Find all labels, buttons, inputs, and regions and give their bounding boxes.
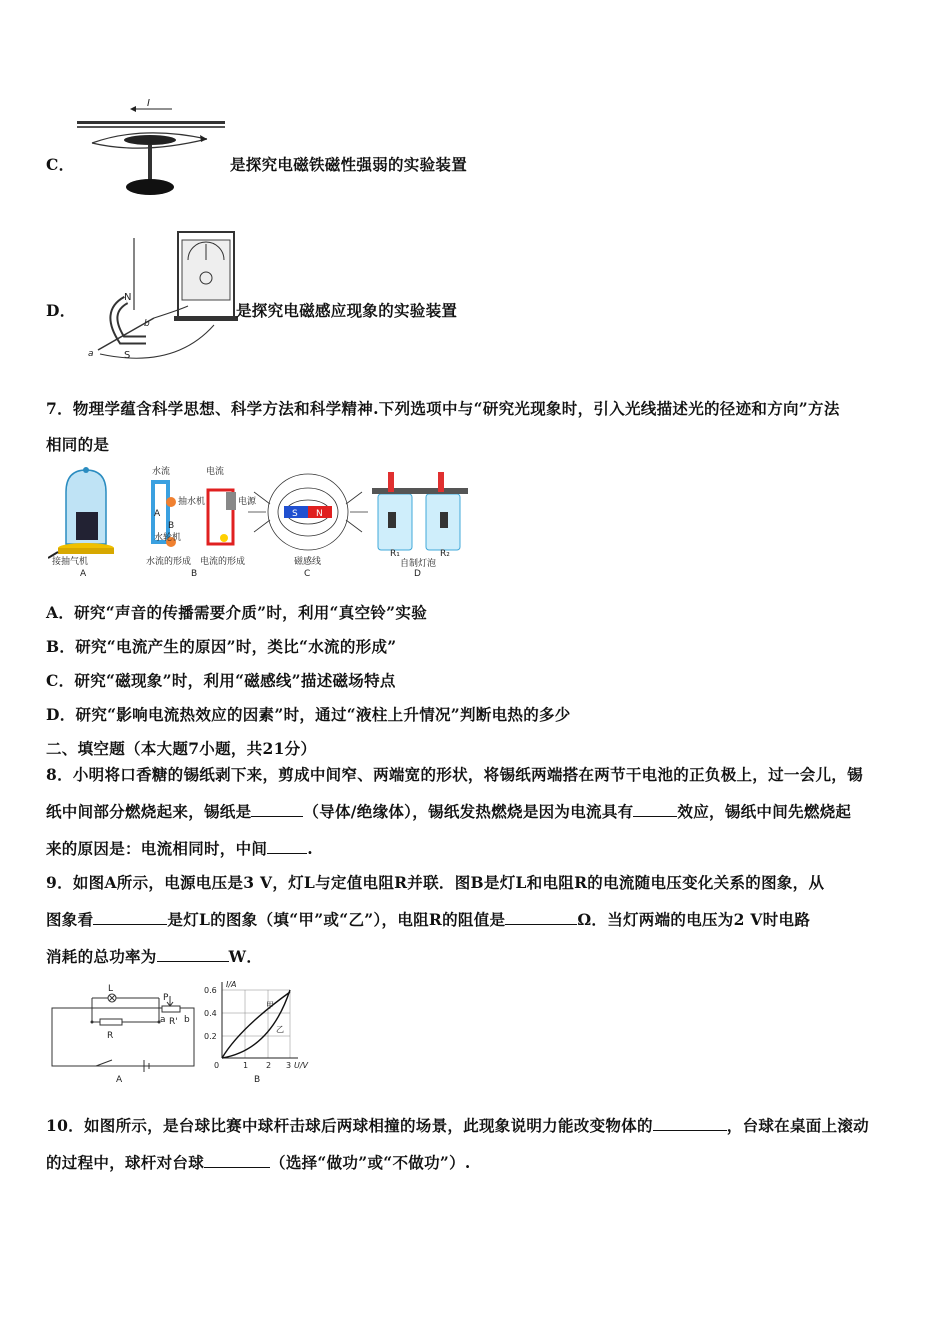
homemade-lamps: [372, 472, 468, 550]
fig-b-point-a: A: [154, 509, 161, 519]
q8-blank-3[interactable]: [267, 839, 307, 854]
graph-ytick-0: 0.6: [204, 986, 217, 995]
figure-b-caption: B: [254, 1075, 261, 1085]
lamp-label: L: [108, 984, 114, 994]
rheostat-a-label: a: [160, 1015, 166, 1025]
fig-b-letter: B: [191, 569, 198, 579]
q9-line3-a: 消耗的总功率为: [46, 947, 157, 966]
option-d-text: 是探究电磁感应现象的实验装置: [236, 301, 458, 320]
fig-b-power: 电源: [238, 497, 257, 507]
section-2-title: 二、填空题（本大题7小题，共21分）: [46, 739, 317, 758]
figure-a-caption: A: [116, 1075, 123, 1085]
magnet-s-label: S: [124, 350, 131, 361]
q7-method-figure: [48, 462, 488, 580]
q7-option-d: D．研究“影响电流热效应的因素”时，通过“液柱上升情况”判断电热的多少: [46, 705, 571, 724]
q7-option-a: A．研究“声音的传播需要介质”时，利用“真空铃”实验: [46, 603, 427, 622]
q10-line1-b: ，台球在桌面上滚动: [726, 1116, 869, 1135]
q8-line2-c: 效应，锡纸中间先燃烧起: [677, 802, 852, 821]
vacuum-bell-illustration: [48, 467, 114, 558]
fig-d-letter: D: [414, 569, 421, 579]
fig-b-cap-water: 水流的形成: [146, 557, 192, 567]
fig-a-letter: A: [80, 569, 87, 579]
q8-line3-a: 来的原因是：电流相同时，中间: [46, 839, 268, 858]
q10-line2: [46, 1151, 471, 1173]
fig-d-r2: R₂: [440, 549, 450, 559]
fig-b-pump: 抽水机: [178, 497, 206, 507]
q8-blank-2[interactable]: [633, 802, 677, 817]
q10-line1-a: 10．如图所示，是台球比赛中球杆击球后两球相撞的场景，此现象说明力能改变物体的: [46, 1116, 653, 1135]
q7-stem-line2: 相同的是: [46, 435, 110, 454]
curve-jia-label: 甲: [266, 1001, 274, 1010]
q7-option-c: C．研究“磁现象”时，利用“磁感线”描述磁场特点: [46, 671, 396, 690]
wire-b-label: b: [144, 319, 150, 329]
q9-blank-3[interactable]: [157, 947, 229, 962]
q8-blank-1[interactable]: [251, 802, 303, 817]
fig-b-current: 电流: [206, 467, 225, 477]
q10-line2-a: 的过程中，球杆对台球: [46, 1153, 205, 1172]
wire-a-label: a: [88, 349, 94, 359]
fig-d-caption: 自制灯泡: [400, 559, 437, 569]
electromagnet-apparatus-figure: [72, 95, 232, 205]
q8-line2-a: 纸中间部分燃烧起来，锡纸是: [46, 802, 252, 821]
q10-line2-b: （选择“做功”或“不做功”）.: [270, 1153, 471, 1172]
fig-c-n: N: [316, 509, 323, 519]
rheostat-b-label: b: [184, 1015, 190, 1025]
q8-line1: 8．小明将口香糖的锡纸剥下来，剪成中间窄、两端宽的形状，将锡纸两端搭在两节干电池的正负极上，过一会儿，锡: [46, 765, 863, 784]
q9-circuit-figure-a: [44, 982, 204, 1087]
fig-b-cap-current: 电流的形成: [200, 557, 246, 567]
rheostat-r-prime-label: R': [169, 1017, 178, 1027]
q9-iu-graph-figure-b: [200, 978, 318, 1088]
fig-c-caption: 磁感线: [294, 557, 322, 567]
q7-stem-line1: 7．物理学蕴含科学思想、科学方法和科学精神.下列选项中与“研究光现象时，引入光线描述光的径迹和方向”方法: [46, 399, 840, 418]
q9-blank-1[interactable]: [93, 910, 167, 925]
q9-line3: [46, 945, 262, 967]
q8-line3-b: .: [307, 839, 313, 858]
magnet-n-label: N: [124, 292, 132, 303]
graph-ytick-2: 0.2: [204, 1032, 217, 1041]
fig-b-turbine: 水轮机: [154, 533, 182, 543]
q9-line2-a: 图象看: [46, 910, 94, 929]
q9-line3-b: W．: [228, 947, 263, 966]
graph-x-label: U/V: [294, 1061, 309, 1070]
fig-d-r1: R₁: [390, 549, 400, 559]
current-label: I: [147, 98, 150, 109]
q8-line3: [46, 837, 313, 859]
induction-apparatus-figure: [84, 230, 239, 370]
q7-option-b: B．研究“电流产生的原因”时，类比“水流的形成”: [46, 637, 397, 656]
graph-xtick-1: 1: [243, 1061, 249, 1070]
resistor-label: R: [107, 1031, 114, 1041]
q9-line2-b: 是灯L的图象（填“甲”或“乙”），电阻R的阻值是: [167, 910, 506, 929]
option-c-letter: C．: [46, 155, 75, 174]
q9-line1: 9．如图A所示，电源电压是3 V，灯L与定值电阻R并联．图B是灯L和电阻R的电流随电压变化关系的图象，从: [46, 873, 825, 892]
graph-xtick-3: 3: [286, 1061, 292, 1070]
graph-xtick-2: 2: [266, 1061, 272, 1070]
q9-line2-c: Ω．当灯两端的电压为2 V时电路: [577, 910, 811, 929]
fig-a-caption: 接抽气机: [52, 557, 89, 567]
curve-yi-label: 乙: [276, 1025, 284, 1034]
q9-blank-2[interactable]: [505, 910, 577, 925]
slider-p-label: P: [163, 993, 169, 1003]
q8-line2: [46, 800, 851, 822]
fig-b-point-b: B: [168, 521, 175, 531]
q10-blank-2[interactable]: [204, 1153, 270, 1168]
graph-y-label: I/A: [226, 980, 237, 989]
option-c-text: 是探究电磁铁磁性强弱的实验装置: [230, 155, 468, 174]
option-d-letter: D．: [46, 301, 76, 320]
fig-c-s: S: [292, 509, 298, 519]
q9-line2: [46, 908, 810, 930]
q10-blank-1[interactable]: [653, 1116, 727, 1131]
q8-line2-b: （导体/绝缘体），锡纸发热燃烧是因为电流具有: [303, 802, 634, 821]
graph-ytick-1: 0.4: [204, 1009, 217, 1018]
q10-line1: [46, 1114, 869, 1136]
fig-b-water: 水流: [152, 467, 171, 477]
graph-xtick-0: 0: [214, 1061, 220, 1070]
fig-c-letter: C: [304, 569, 311, 579]
